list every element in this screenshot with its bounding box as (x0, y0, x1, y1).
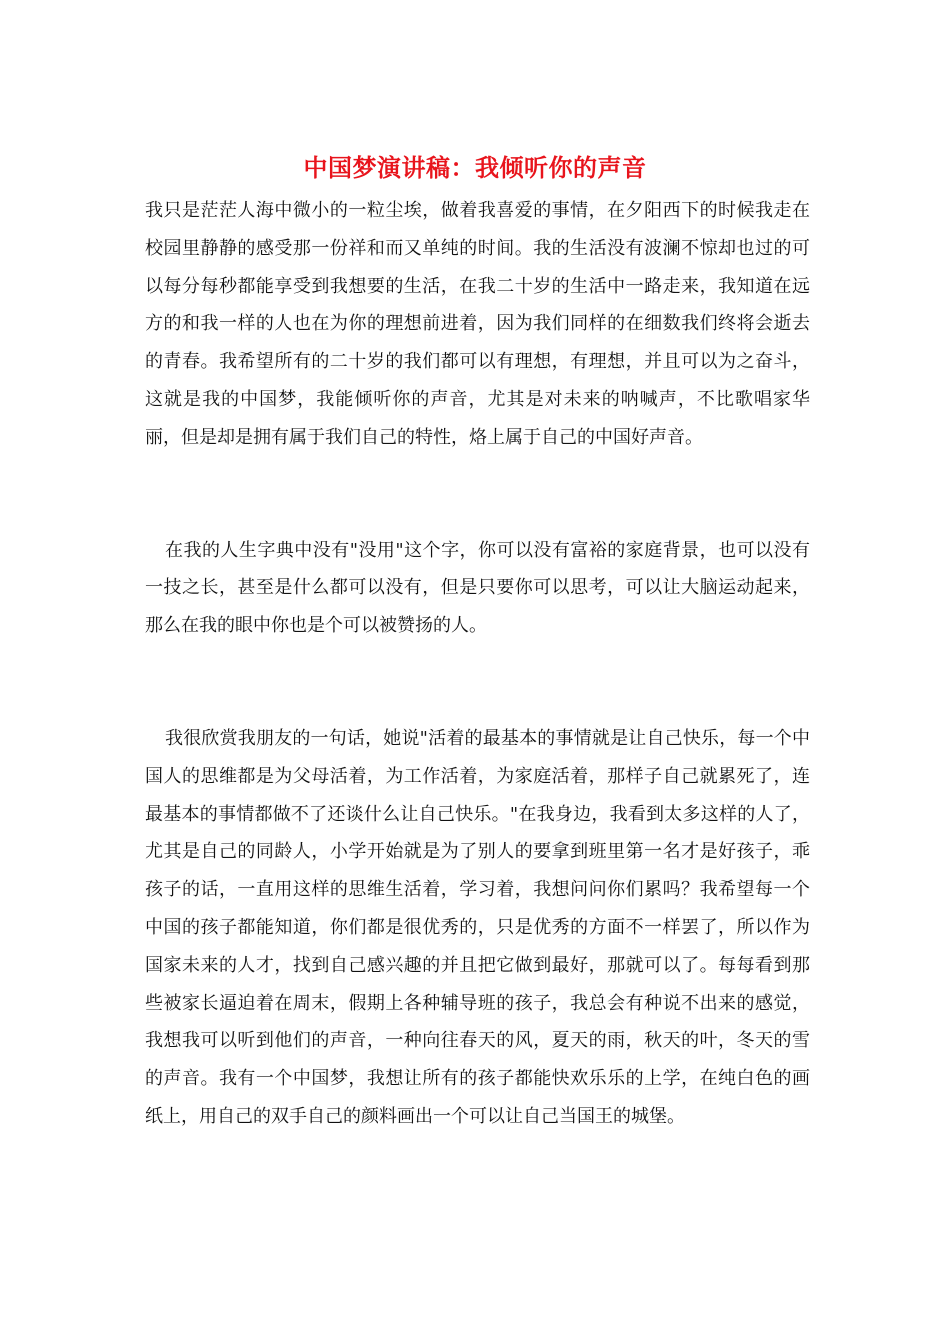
paragraph-spacer (145, 457, 810, 532)
paragraph-1: 我只是茫茫人海中微小的一粒尘埃，做着我喜爱的事情，在夕阳西下的时候我走在校园里静静的感受那一份祥和而又单纯的时间。我的生活没有波澜不惊却也过的可以每分每秒都能享受到我想要的生活，在我二十岁的生活中一路走来，我知道在远方的和我一样的人也在为你的理想前进着，因为我们同样的在细数我们终将会逝去的青春。我希望所有的二十岁的我们都可以有理想，有理想，并且可以为之奋斗，这就是我的中国梦，我能倾听你的声音，尤其是对未来的呐喊声，不比歌唱家华丽，但是却是拥有属于我们自己的特性，烙上属于自己的中国好声音。 (145, 200, 810, 448)
paragraph-3: 我很欣赏我朋友的一句话，她说"活着的最基本的事情就是让自己快乐，每一个中国人的思维都是为父母活着，为工作活着，为家庭活着，那样子自己就累死了，连最基本的事情都做不了还谈什么让自己快乐。"在我身边，我看到太多这样的人了，尤其是自己的同龄人，小学开始就是为了别人的要拿到班里第一名才是好孩子，乖孩子的话，一直用这样的思维生活着，学习着，我想问问你们累吗？我希望每一个中国的孩子都能知道，你们都是很优秀的，只是优秀的方面不一样罢了，所以作为国家未来的人才，找到自己感兴趣的并且把它做到最好，那就可以了。每每看到那些被家长逼迫着在周末，假期上各种辅导班的孩子，我总会有种说不出来的感觉，我想我可以听到他们的声音，一种向往春天的风，夏天的雨，秋天的叶，冬天的雪的声音。我有一个中国梦，我想让所有的孩子都能快欢乐乐的上学，在纯白色的画纸上，用自己的双手自己的颜料画出一个可以让自己当国王的城堡。 (145, 727, 810, 1127)
document-body (145, 192, 810, 1136)
paragraph-2: 在我的人生字典中没有"没用"这个字，你可以没有富裕的家庭背景，也可以没有一技之长，甚至是什么都可以没有，但是只要你可以思考，可以让大脑运动起来，那么在我的眼中你也是个可以被赞扬的人。 (145, 539, 810, 637)
paragraph-spacer (145, 645, 810, 720)
document-title: 中国梦演讲稿：我倾听你的声音 (303, 153, 647, 182)
